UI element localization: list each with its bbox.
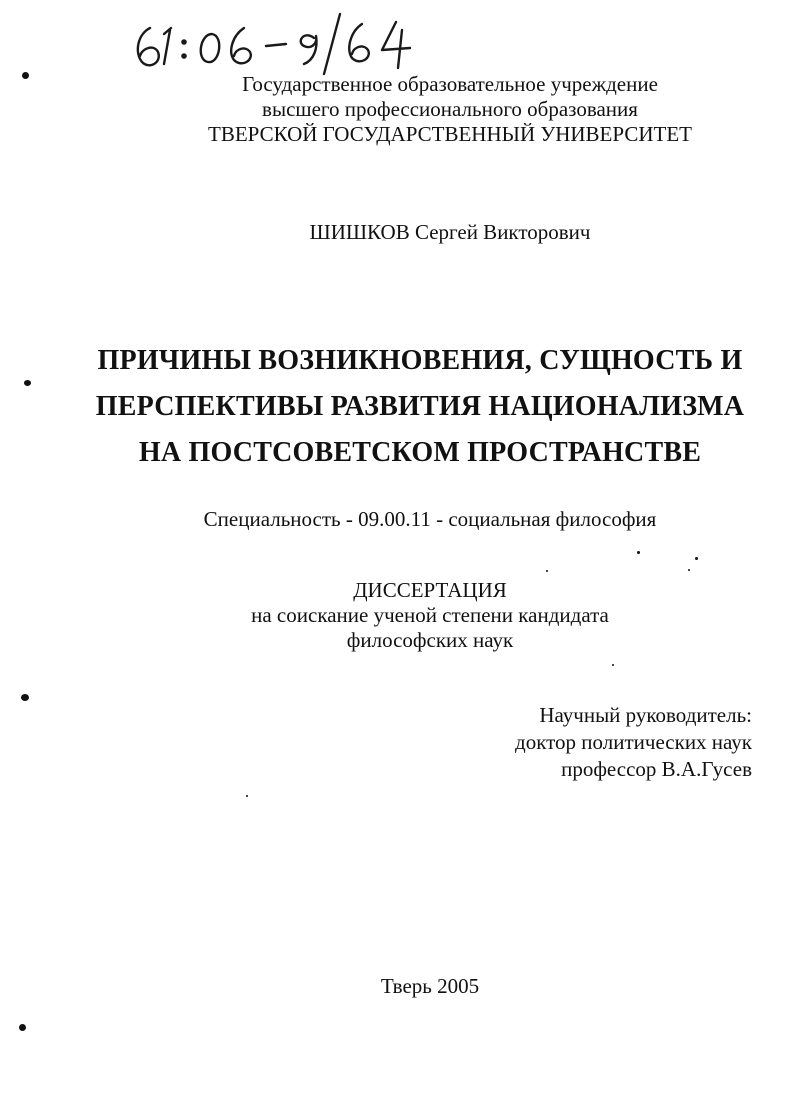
title-line-3: НА ПОСТСОВЕТСКОМ ПРОСТРАНСТВЕ [138, 437, 702, 468]
binder-hole-mark [19, 1024, 26, 1031]
specialty-line: Специальность - 09.00.11 - социальная философия [203, 507, 657, 531]
supervisor-label: Научный руководитель: [539, 703, 752, 727]
binder-hole-mark [21, 694, 29, 701]
supervisor-degree: доктор политических наук [515, 730, 752, 754]
binder-hole-mark [24, 380, 31, 386]
handwritten-code-drawing [128, 8, 448, 78]
supervisor-block [430, 702, 752, 783]
institution-header [160, 72, 740, 147]
scan-speck [688, 569, 690, 571]
university-name: ТВЕРСКОЙ ГОСУДАРСТВЕННЫЙ УНИВЕРСИТЕТ [208, 122, 692, 146]
dissertation-label: ДИССЕРТАЦИЯ [353, 578, 507, 602]
handwritten-code [128, 8, 448, 78]
title-line-1: ПРИЧИНЫ ВОЗНИКНОВЕНИЯ, СУЩНОСТЬ И [97, 345, 743, 376]
institution-line-1: Государственное образовательное учреждение [242, 72, 658, 96]
dissertation-title [60, 338, 780, 476]
author-name: ШИШКОВ Сергей Викторович [309, 220, 591, 244]
scan-speck [546, 570, 548, 572]
title-line-2: ПЕРСПЕКТИВЫ РАЗВИТИЯ НАЦИОНАЛИЗМА [95, 391, 745, 422]
institution-line-2: высшего профессионального образования [262, 97, 638, 121]
scan-speck [246, 795, 248, 797]
scan-speck [637, 551, 640, 554]
binder-hole-mark [22, 72, 29, 79]
scan-speck [612, 664, 614, 666]
dissertation-degree-block [160, 578, 700, 653]
scan-speck [695, 557, 698, 560]
city-year: Тверь 2005 [380, 974, 480, 998]
supervisor-name: профессор В.А.Гусев [561, 757, 752, 781]
degree-line-2: философских наук [346, 628, 514, 652]
degree-line-1: на соискание ученой степени кандидата [251, 603, 609, 627]
